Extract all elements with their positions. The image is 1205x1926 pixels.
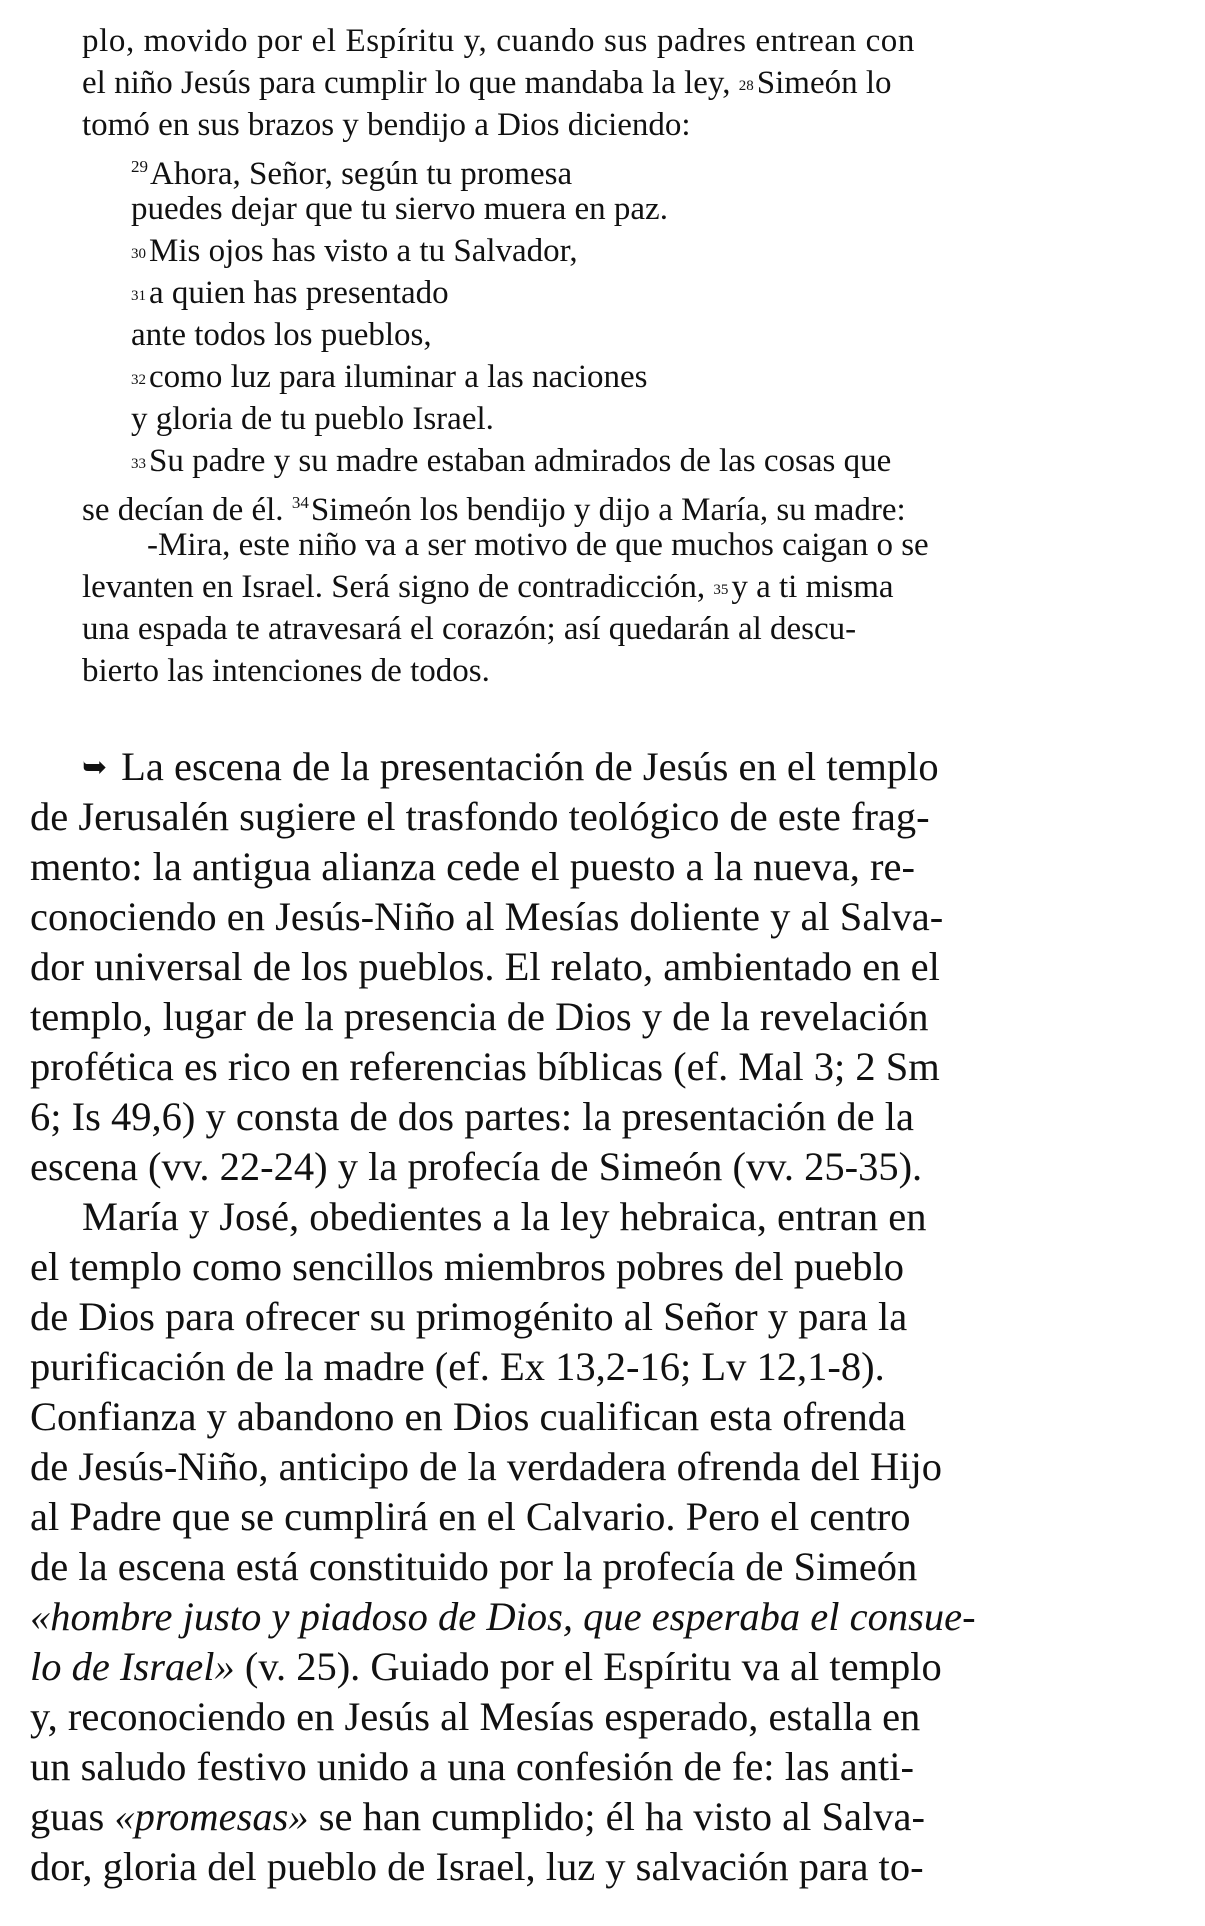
commentary-text: La escena de la presentación de Jesús en el templo: [121, 744, 939, 789]
verse-number: 32: [131, 372, 146, 388]
commentary-line: profética es rico en referencias bíblicas (ef. Mal 3; 2 Sm: [30, 1044, 940, 1089]
verse-number: 28: [738, 78, 754, 94]
scripture-text: se decían de él.: [82, 492, 284, 528]
commentary-line: de Jesús-Niño, anticipo de la verdadera ofrenda del Hijo: [30, 1444, 943, 1489]
commentary-text: guas: [30, 1794, 115, 1839]
canticle-line: ante todos los pueblos,: [131, 317, 432, 353]
canticle-line: [131, 272, 449, 317]
quotation: «promesas»: [114, 1794, 309, 1839]
commentary-line: escena (vv. 22-24) y la profecía de Simeón (vv. 25-35).: [30, 1144, 923, 1189]
scripture-text: y a ti misma: [731, 569, 894, 605]
verse-number: 29: [131, 157, 148, 176]
canticle-line: puedes dejar que tu siervo muera en paz.: [131, 191, 668, 227]
scripture-line: -Mira, este niño va a ser motivo de que muchos caigan o se: [147, 527, 929, 563]
scripture-line: [82, 62, 892, 107]
canticle-text: Mis ojos has visto a tu Salvador,: [149, 233, 578, 269]
canticle-text: a quien has presentado: [149, 275, 449, 311]
commentary-line: [82, 742, 939, 793]
verse-number: 31: [131, 288, 146, 304]
scripture-text: el niño Jesús para cumplir lo que mandaba la ley,: [82, 65, 731, 101]
commentary-line: de la escena está constituido por la profecía de Simeón: [30, 1544, 918, 1589]
commentary-line: purificación de la madre (ef. Ex 13,2-16; Lv 12,1-8).: [30, 1344, 885, 1389]
verse-number: 30: [131, 246, 146, 262]
scripture-line: plo, movido por el Espíritu y, cuando sus padres entrean con: [82, 23, 916, 59]
commentary-line: dor universal de los pueblos. El relato, ambientado en el: [30, 944, 940, 989]
arrow-icon: ➥: [82, 750, 108, 785]
canticle-text: Ahora, Señor, según tu promesa: [150, 156, 573, 192]
commentary-line: de Jerusalén sugiere el trasfondo teológico de este frag-: [30, 794, 930, 839]
commentary-line: [30, 1592, 976, 1642]
commentary-line: 6; Is 49,6) y consta de dos partes: la presentación de la: [30, 1094, 914, 1139]
commentary-line: de Dios para ofrecer su primogénito al Señor y para la: [30, 1294, 908, 1339]
scripture-line: tomó en sus brazos y bendijo a Dios diciendo:: [82, 107, 691, 143]
quotation: lo de Israel»: [30, 1644, 235, 1689]
scripture-text: Simeón los bendijo y dijo a María, su madre:: [310, 492, 906, 528]
commentary-line: Confianza y abandono en Dios cualifican esta ofrenda: [30, 1394, 907, 1439]
commentary-text: se han cumplido; él ha visto al Salva-: [308, 1794, 925, 1839]
commentary-text: (v. 25). Guiado por el Espíritu va al templo: [234, 1644, 942, 1689]
commentary-line: dor, gloria del pueblo de Israel, luz y salvación para to-: [30, 1844, 924, 1889]
canticle-line: [131, 230, 578, 275]
commentary-line: [30, 1792, 925, 1842]
commentary-line: y, reconociendo en Jesús al Mesías esperado, estalla en: [30, 1694, 921, 1739]
quotation: «hombre justo y piadoso de Dios, que esperaba el consue-: [30, 1594, 976, 1639]
commentary-line: templo, lugar de la presencia de Dios y de la revelación: [30, 994, 929, 1039]
scripture-line: [131, 440, 891, 485]
verse-number: 35: [713, 582, 729, 598]
commentary-line: conociendo en Jesús-Niño al Mesías doliente y al Salva-: [30, 894, 944, 939]
commentary-line: mento: la antigua alianza cede el puesto a la nueva, re-: [30, 844, 915, 889]
canticle-line: [131, 356, 647, 401]
scripture-text: Su padre y su madre estaban admirados de las cosas que: [149, 443, 892, 479]
commentary-line: [30, 1642, 942, 1692]
commentary-line: un saludo festivo unido a una confesión de fe: las anti-: [30, 1744, 915, 1789]
scripture-text: levanten en Israel. Será signo de contradicción,: [82, 569, 706, 605]
scripture-line: bierto las intenciones de todos.: [82, 653, 490, 689]
scripture-line: una espada te atravesará el corazón; así quedarán al descu-: [82, 611, 857, 647]
canticle-line: y gloria de tu pueblo Israel.: [131, 401, 494, 437]
canticle-text: como luz para iluminar a las naciones: [149, 359, 648, 395]
commentary-line: al Padre que se cumplirá en el Calvario. Pero el centro: [30, 1494, 911, 1539]
verse-number: 34: [291, 493, 309, 512]
commentary-line: el templo como sencillos miembros pobres del pueblo: [30, 1244, 904, 1289]
scripture-line: [82, 566, 894, 611]
commentary-line: María y José, obedientes a la ley hebraica, entran en: [82, 1194, 927, 1239]
verse-number: 33: [131, 456, 146, 472]
scripture-text: Simeón lo: [756, 65, 892, 101]
